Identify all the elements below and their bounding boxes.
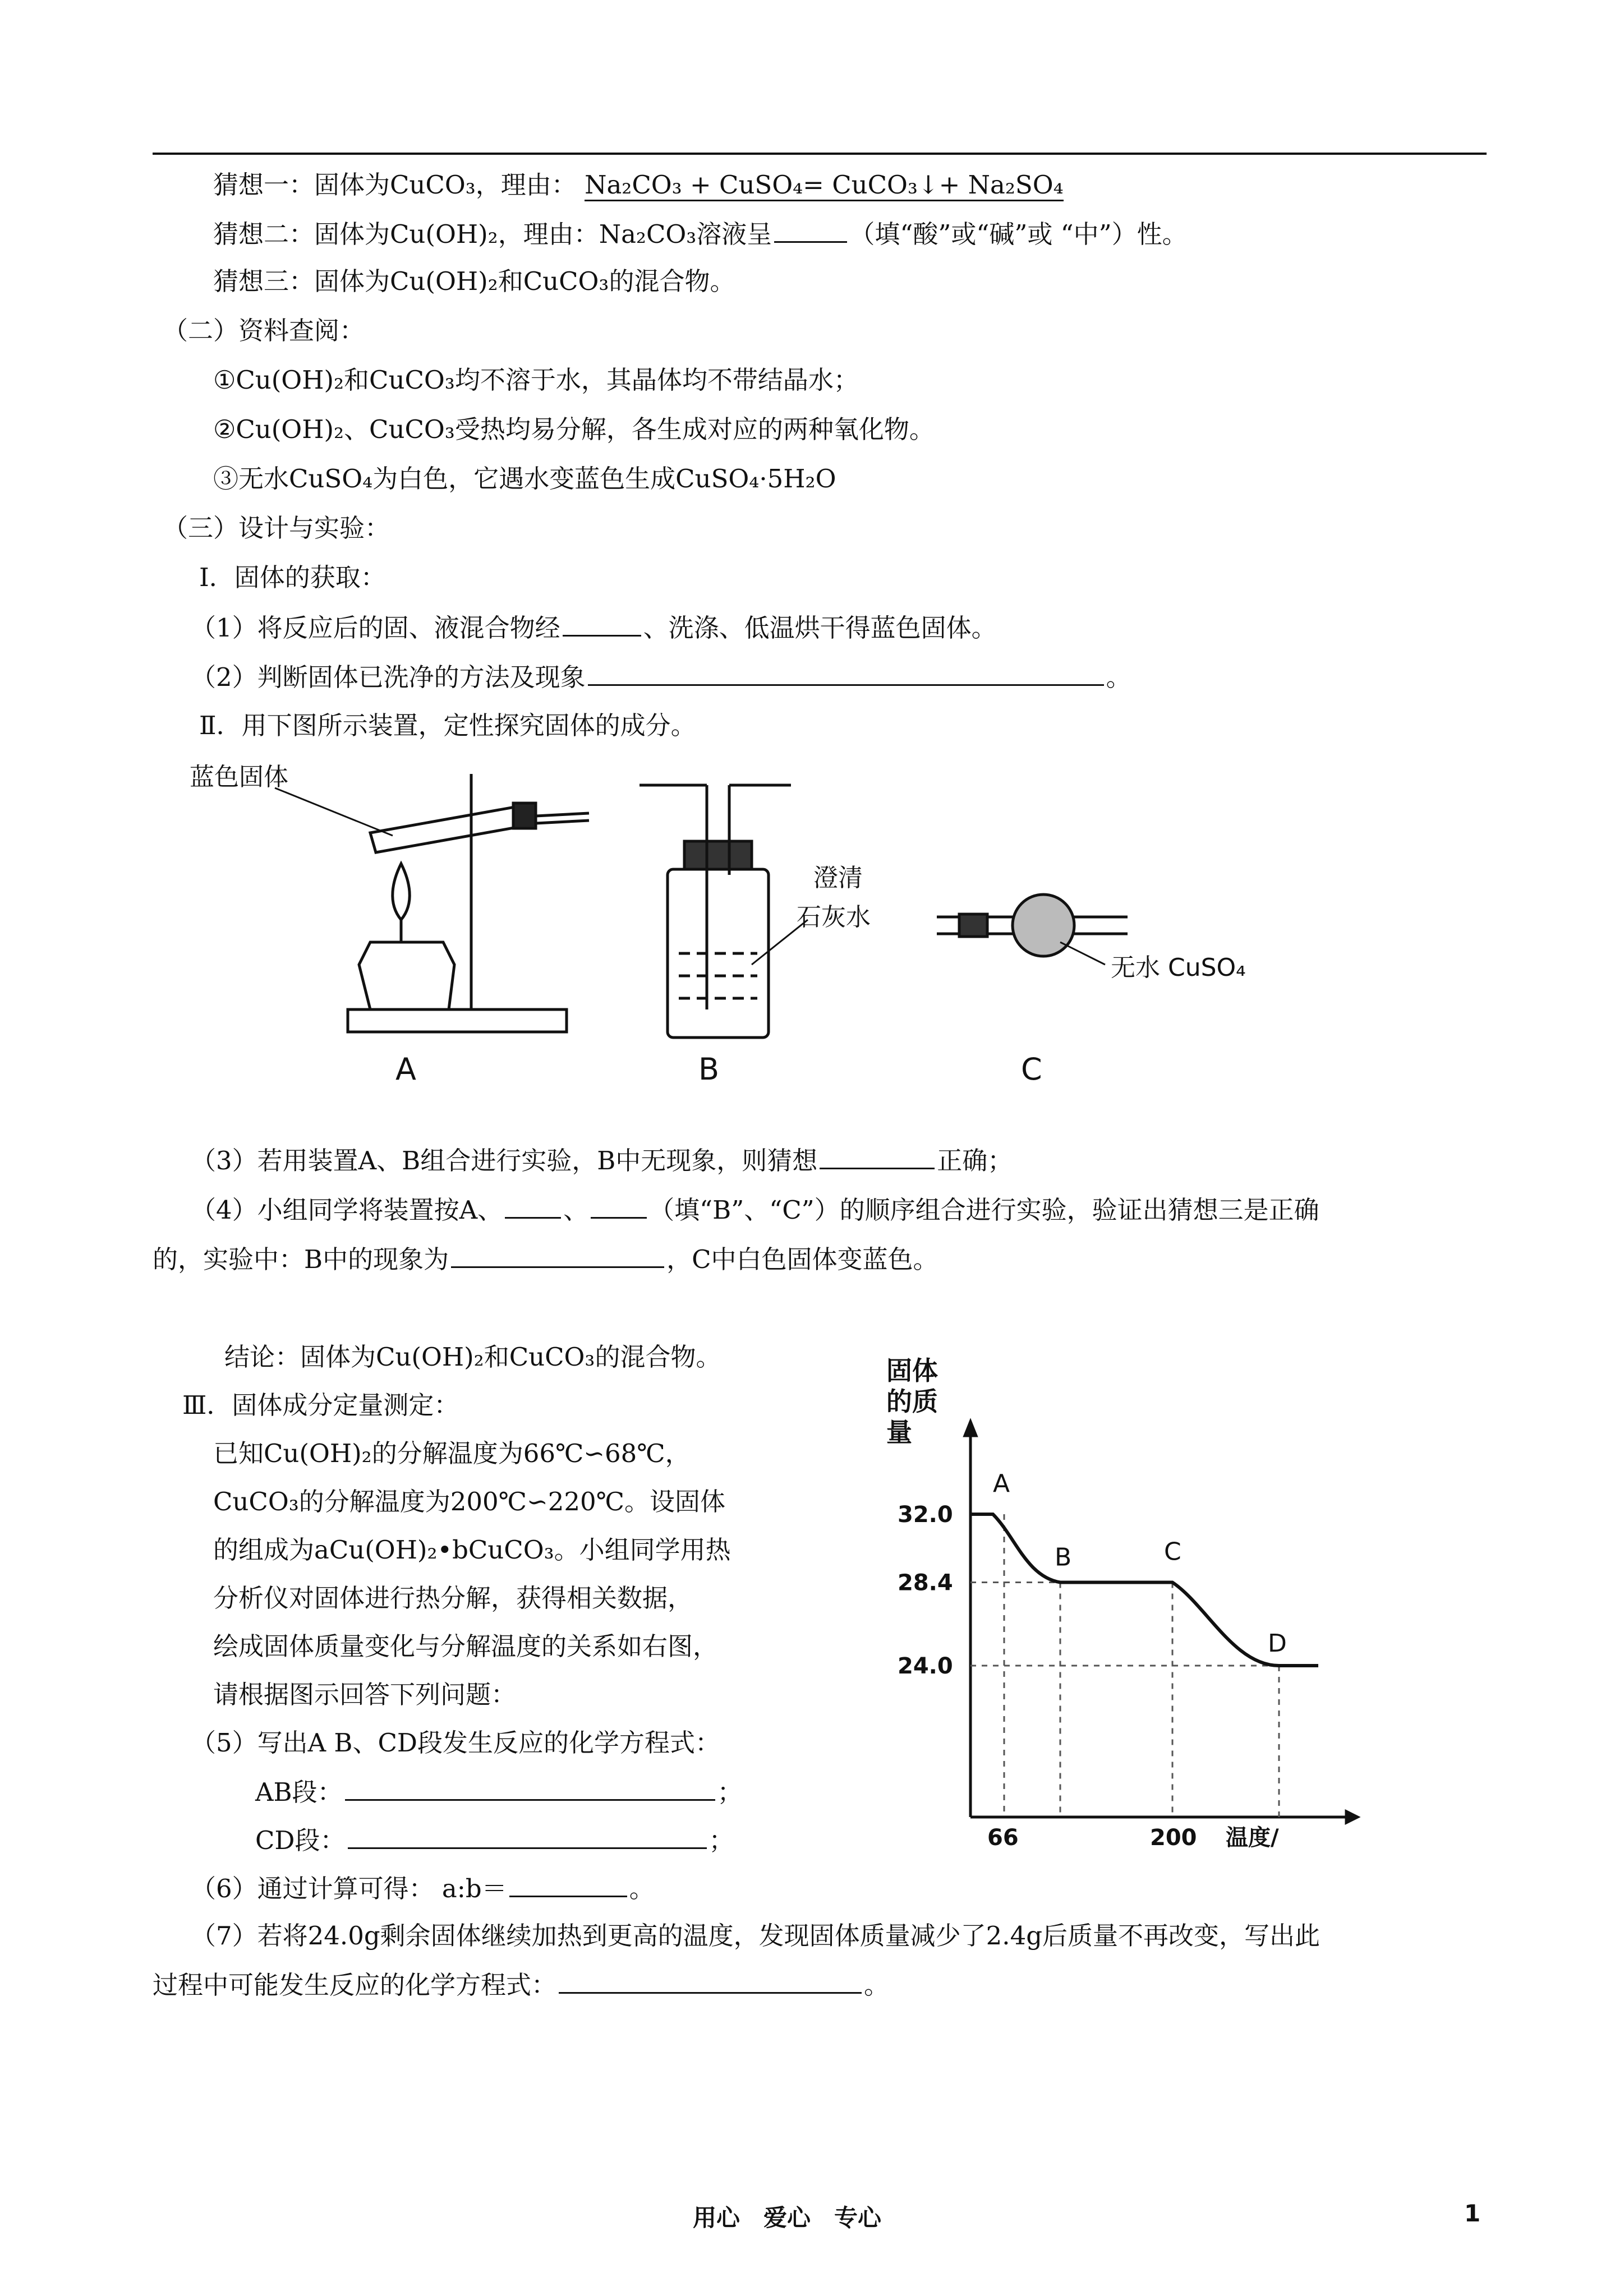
answer-blank-q1[interactable] <box>563 610 641 637</box>
ab-label: AB段： <box>255 1777 343 1807</box>
question-6-post: 。 <box>629 1874 655 1903</box>
chart-y-label <box>886 1356 938 1447</box>
question-4b-text: 的，实验中：B中的现象为 <box>153 1244 449 1274</box>
y-label-line: 的质 <box>886 1386 938 1417</box>
question-4b-post: ，C中白色固体变蓝色。 <box>666 1244 938 1274</box>
para-line-2: CuCO₃的分解温度为200℃∽220℃。设固体 <box>213 1487 725 1516</box>
delivery-tube <box>536 813 589 816</box>
question-1-text: （1）将反应后的固、液混合物经 <box>191 613 560 643</box>
y-tick-label: 28.4 <box>898 1570 953 1596</box>
part-3-heading: Ⅲ．固体成分定量测定： <box>182 1390 459 1420</box>
question-2-text: （2）判断固体已洗净的方法及现象 <box>191 662 586 692</box>
answer-blank-ab[interactable] <box>345 1774 715 1801</box>
question-4-text: （4）小组同学将装置按A、 <box>191 1195 503 1225</box>
stopper <box>684 841 752 869</box>
test-tube <box>370 805 533 852</box>
para-line-5: 绘成固体质量变化与分解温度的关系如右图， <box>213 1631 719 1661</box>
chart-series-line <box>970 1514 1318 1666</box>
footer-motto: 用心 爱心 专心 <box>693 2204 882 2232</box>
question-4-post: （填“B”、“C”）的顺序组合进行实验，验证出猜想三是正确 <box>649 1195 1319 1225</box>
label-anhydrous-cuso4: 无水 CuSO₄ <box>1111 953 1246 982</box>
question-4 <box>191 1192 1319 1227</box>
label-limewater-2: 石灰水 <box>797 903 871 932</box>
para-line-1: 已知Cu(OH)₂的分解温度为66℃∽68℃， <box>213 1439 691 1468</box>
flame <box>393 864 410 920</box>
para-line-4: 分析仪对固体进行热分解，获得相关数据， <box>213 1583 693 1613</box>
point-label-c: C <box>1164 1537 1181 1566</box>
answer-blank-q4-2[interactable] <box>591 1192 647 1219</box>
solid-pointer <box>275 788 393 836</box>
question-7b <box>153 1967 889 2002</box>
answer-blank-q4-1[interactable] <box>505 1192 561 1219</box>
para-line-6: 请根据图示回答下列问题： <box>213 1680 517 1709</box>
page-number: 1 <box>1464 2200 1481 2227</box>
chart-x-ticks <box>987 1825 1197 1851</box>
reference-1: ①Cu(OH)₂和CuCO₃均不溶于水，其晶体均不带结晶水； <box>213 365 859 395</box>
point-label-b: B <box>1055 1543 1072 1572</box>
guess-2-text: 猜想二：固体为Cu(OH)₂，理由：Na₂CO₃溶液呈 <box>213 219 772 249</box>
y-label-line: 量 <box>886 1417 912 1447</box>
chart-point-labels <box>993 1469 1287 1658</box>
label-apparatus-a: A <box>395 1052 416 1087</box>
y-label-line: 固体 <box>886 1356 938 1386</box>
guess-1-reason: Na₂CO₃ + CuSO₄= CuCO₃↓+ Na₂SO₄ <box>585 170 1064 201</box>
answer-blank-cd[interactable] <box>348 1823 707 1849</box>
ab-semicolon: ； <box>717 1777 743 1807</box>
y-tick-label: 24.0 <box>898 1653 953 1679</box>
section-2-heading: （二）资料查阅： <box>163 316 365 345</box>
reference-2: ②Cu(OH)₂、CuCO₃受热均易分解，各生成对应的两种氧化物。 <box>213 414 935 444</box>
y-axis-arrow <box>965 1422 976 1436</box>
question-3-post: 正确； <box>937 1146 1013 1175</box>
label-apparatus-b: B <box>698 1052 720 1087</box>
label-blue-solid: 蓝色固体 <box>190 763 288 791</box>
answer-blank-g2[interactable] <box>774 216 847 243</box>
answer-blank-q7[interactable] <box>559 1967 862 1994</box>
point-label-d: D <box>1268 1629 1287 1658</box>
question-7b-text: 过程中可能发生反应的化学方程式： <box>153 1970 557 2000</box>
alcohol-lamp <box>359 942 454 1009</box>
answer-blank-q6[interactable] <box>509 1871 627 1897</box>
y-tick-label: 32.0 <box>898 1502 953 1528</box>
cd-segment <box>255 1823 734 1857</box>
question-3-text: （3）若用装置A、B组合进行实验，B中无现象，则猜想 <box>191 1146 818 1175</box>
apparatus-figure <box>185 751 1296 1099</box>
part-1-heading: Ⅰ．固体的获取： <box>199 563 386 592</box>
chart-guides <box>970 1514 1279 1817</box>
point-label-a: A <box>993 1469 1010 1498</box>
para-line-3: 的组成为aCu(OH)₂•bCuCO₃。小组同学用热 <box>213 1535 731 1565</box>
answer-blank-q2[interactable] <box>588 660 1104 686</box>
x-tick-label: 200 <box>1150 1825 1197 1851</box>
question-6-text: （6）通过计算可得： a:b＝ <box>191 1874 507 1903</box>
reference-3: ③无水CuSO₄为白色，它遇水变蓝色生成CuSO₄·5H₂O <box>213 464 836 494</box>
chart-axes <box>965 1422 1358 1823</box>
chart-y-ticks <box>898 1502 953 1679</box>
question-7: （7）若将24.0g剩余固体继续加热到更高的温度，发现固体质量减少了2.4g后质量不再改变，写出此 <box>191 1921 1321 1951</box>
section-3-heading: （三）设计与实验： <box>163 513 390 543</box>
question-2 <box>191 660 1131 694</box>
question-2-post: 。 <box>1106 662 1131 692</box>
cd-label: CD段： <box>255 1825 346 1855</box>
answer-blank-q3[interactable] <box>820 1143 935 1169</box>
conclusion: 结论：固体为Cu(OH)₂和CuCO₃的混合物。 <box>224 1342 721 1372</box>
question-1 <box>191 610 997 645</box>
question-4b <box>153 1242 938 1276</box>
question-7b-post: 。 <box>864 1970 890 2000</box>
question-3 <box>191 1143 1013 1178</box>
question-1-post: 、洗涤、低温烘干得蓝色固体。 <box>643 613 997 643</box>
cuso4-pointer <box>1060 942 1105 965</box>
x-axis-arrow <box>1346 1811 1358 1823</box>
answer-blank-q4b[interactable] <box>451 1242 664 1268</box>
guess-2-post: （填“酸”或“碱”或 “中”）性。 <box>849 219 1188 249</box>
header-rule <box>153 153 1487 155</box>
clamp <box>513 803 536 828</box>
label-apparatus-c: C <box>1021 1052 1042 1087</box>
cd-semicolon: ； <box>709 1825 734 1855</box>
guess-1 <box>213 168 1064 202</box>
guess-1-text: 猜想一：固体为CuCO₃，理由： <box>213 170 577 200</box>
label-limewater-1: 澄清 <box>813 864 863 892</box>
ab-segment <box>255 1774 743 1809</box>
x-tick-label: 66 <box>987 1825 1019 1851</box>
part-2-heading: Ⅱ．用下图所示装置，定性探究固体的成分。 <box>199 711 696 740</box>
question-4-sep: 、 <box>563 1195 589 1225</box>
question-6 <box>191 1871 655 1906</box>
question-5: （5）写出A B、CD段发生反应的化学方程式： <box>191 1728 721 1758</box>
stand-base <box>348 1009 567 1032</box>
guess-3: 猜想三：固体为Cu(OH)₂和CuCO₃的混合物。 <box>213 266 735 296</box>
guess-2 <box>213 216 1188 251</box>
cuso4-bulb <box>1013 895 1074 956</box>
mass-temperature-chart <box>864 1356 1369 1873</box>
chart-x-label: 温度/ <box>1226 1825 1279 1851</box>
